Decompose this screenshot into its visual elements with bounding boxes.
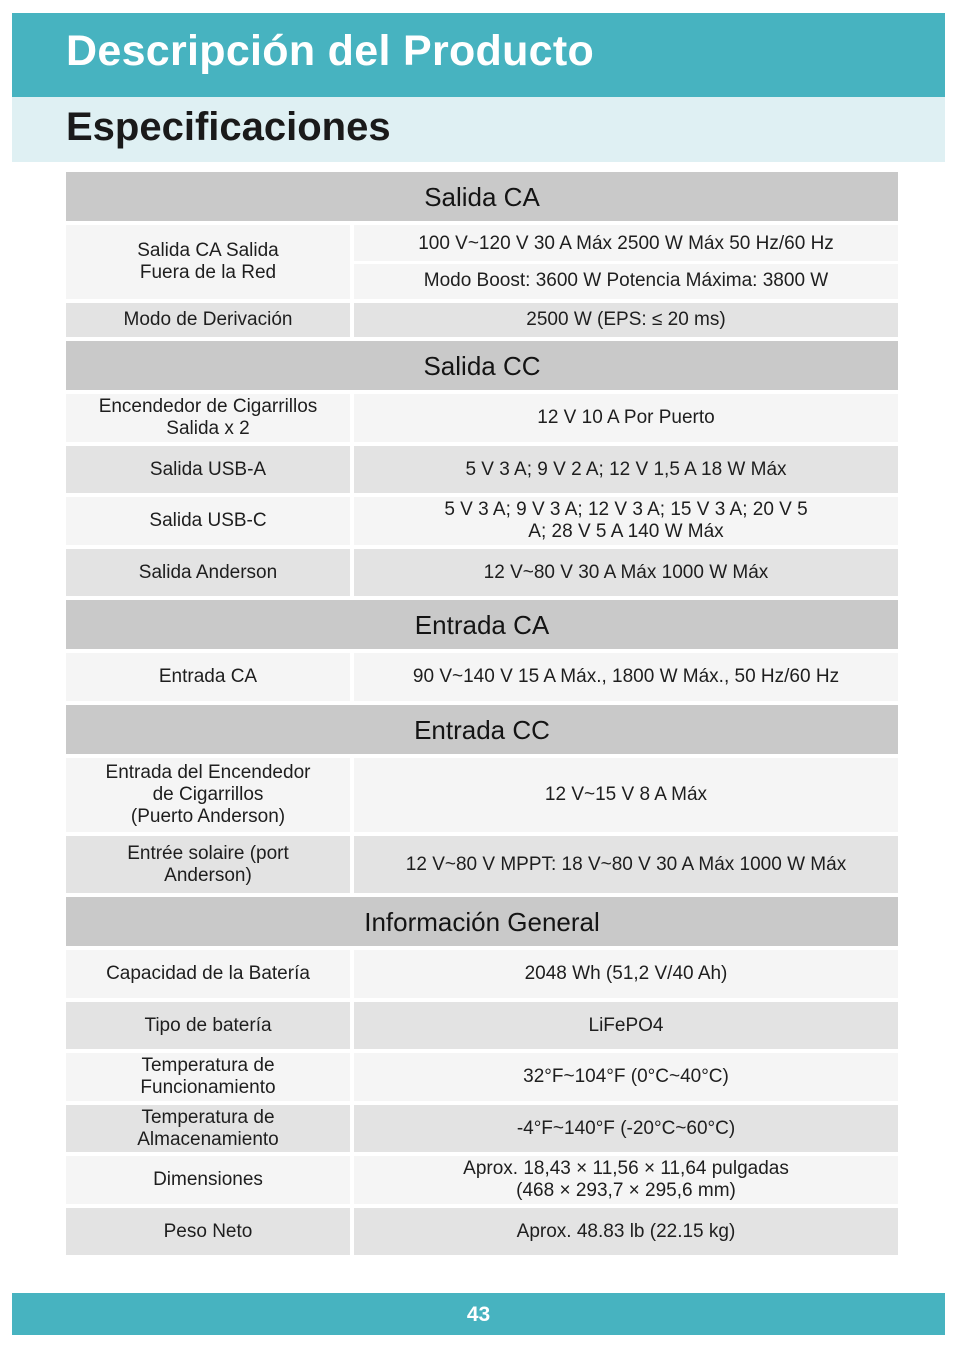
footer-bar: [12, 1293, 945, 1335]
table-row: [66, 836, 898, 893]
section-title: Salida CC: [66, 341, 898, 390]
page-title: Descripción del Producto: [66, 27, 595, 75]
section-header-dc-input: [66, 705, 898, 754]
table-row: [66, 1156, 898, 1204]
spec-label: Modo de Derivación: [66, 303, 354, 337]
section-header-dc-output: [66, 341, 898, 390]
spec-value: LiFePO4: [354, 1002, 898, 1049]
spec-value: 12 V~80 V 30 A Máx 1000 W Máx: [354, 549, 898, 596]
table-row: [66, 394, 898, 442]
spec-label: Salida Anderson: [66, 549, 354, 596]
section-header-ac-input: [66, 600, 898, 649]
section-header-general: [66, 897, 898, 946]
spec-value: 5 V 3 A; 9 V 3 A; 12 V 3 A; 15 V 3 A; 20 V 5 A; 28 V 5 A 140 W Máx: [354, 497, 898, 545]
table-row: [66, 950, 898, 998]
spec-value: 5 V 3 A; 9 V 2 A; 12 V 1,5 A 18 W Máx: [354, 446, 898, 493]
table-row: [66, 225, 898, 299]
spec-label: Temperatura de Funcionamiento: [66, 1053, 354, 1101]
spec-value: 12 V~15 V 8 A Máx: [354, 758, 898, 832]
table-row: [66, 497, 898, 545]
spec-value: 12 V~80 V MPPT: 18 V~80 V 30 A Máx 1000 W Máx: [354, 836, 898, 893]
spec-label: Encendedor de Cigarrillos Salida x 2: [66, 394, 354, 442]
spec-value: Modo Boost: 3600 W Potencia Máxima: 3800 W: [354, 261, 898, 298]
section-title: Salida CA: [66, 172, 898, 221]
spec-label: Entrée solaire (port Anderson): [66, 836, 354, 893]
spec-label: Dimensiones: [66, 1156, 354, 1204]
table-row: [66, 1053, 898, 1101]
header-bar: [12, 13, 945, 97]
spec-label: Salida USB-C: [66, 497, 354, 545]
spec-label: Tipo de batería: [66, 1002, 354, 1049]
page-number: 43: [466, 1303, 491, 1326]
spec-value: Aprox. 18,43 × 11,56 × 11,64 pulgadas (468 × 293,7 × 295,6 mm): [354, 1156, 898, 1204]
spec-value: 12 V 10 A Por Puerto: [354, 394, 898, 442]
spec-value: 90 V~140 V 15 A Máx., 1800 W Máx., 50 Hz/60 Hz: [354, 653, 898, 701]
subheader-bar: [12, 97, 945, 162]
spec-value: 2500 W (EPS: ≤ 20 ms): [354, 303, 898, 337]
table-row: [66, 1105, 898, 1152]
spec-value: Aprox. 48.83 lb (22.15 kg): [354, 1208, 898, 1255]
spec-label: Salida USB-A: [66, 446, 354, 493]
specifications-table: [66, 168, 898, 1259]
section-header-ac-output: [66, 172, 898, 221]
table-row: [66, 446, 898, 493]
table-row: [66, 1208, 898, 1255]
table-row: [66, 758, 898, 832]
spec-value: 100 V~120 V 30 A Máx 2500 W Máx 50 Hz/60 Hz: [354, 227, 898, 261]
spec-label: Salida CA Salida Fuera de la Red: [66, 225, 354, 299]
spec-value: -4°F~140°F (-20°C~60°C): [354, 1105, 898, 1152]
spec-value: 2048 Wh (51,2 V/40 Ah): [354, 950, 898, 998]
spec-label: Peso Neto: [66, 1208, 354, 1255]
table-row: [66, 653, 898, 701]
spec-label: Entrada del Encendedor de Cigarrillos (Puerto Anderson): [66, 758, 354, 832]
spec-value-group: [354, 225, 898, 299]
table-row: [66, 549, 898, 596]
table-row: [66, 1002, 898, 1049]
spec-label: Capacidad de la Batería: [66, 950, 354, 998]
section-heading: Especificaciones: [66, 105, 391, 149]
table-row: [66, 303, 898, 337]
spec-label: Entrada CA: [66, 653, 354, 701]
section-title: Entrada CC: [66, 705, 898, 754]
section-title: Información General: [66, 897, 898, 946]
section-title: Entrada CA: [66, 600, 898, 649]
spec-value: 32°F~104°F (0°C~40°C): [354, 1053, 898, 1101]
spec-label: Temperatura de Almacenamiento: [66, 1105, 354, 1152]
